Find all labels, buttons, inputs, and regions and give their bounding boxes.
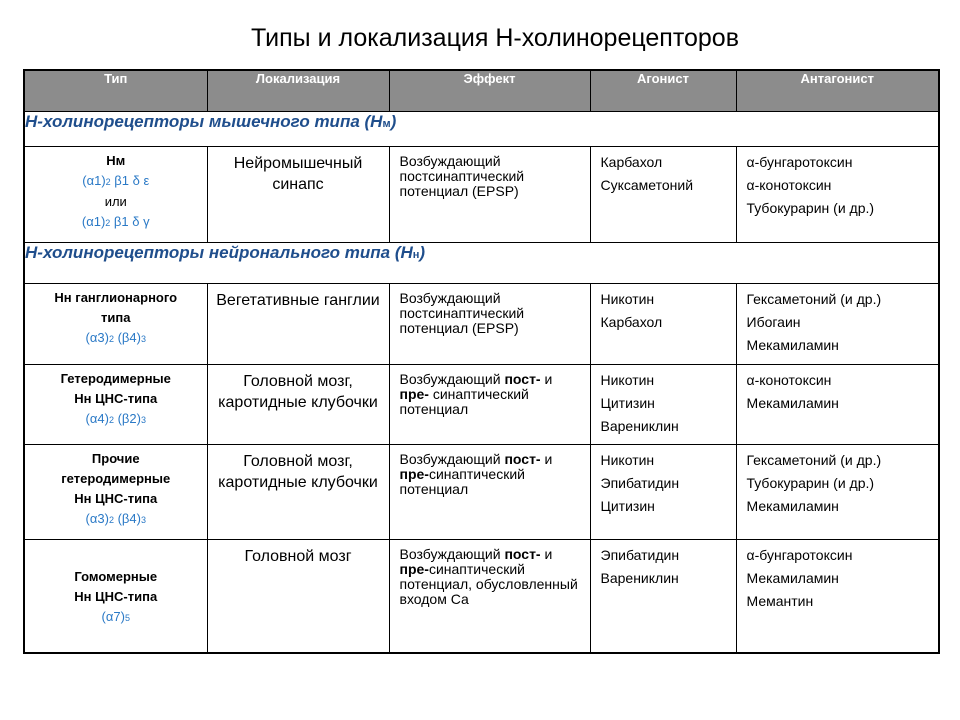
agonist-cell — [590, 445, 736, 540]
antagonist-cell — [736, 365, 939, 445]
section-neuronal-type — [24, 243, 939, 284]
agonist-item: Никотин — [600, 291, 655, 307]
antagonist-item: Гексаметоний (и др.) — [746, 452, 882, 468]
table-row — [24, 540, 939, 653]
agonist-cell — [590, 540, 736, 653]
agonist-item: Варениклин — [600, 418, 679, 434]
agonist-item: Цитизин — [600, 395, 655, 411]
antagonist-item: α-бунгаротоксин — [746, 547, 853, 563]
antagonist-item: Тубокурарин (и др.) — [746, 200, 875, 216]
type-name: типа — [101, 310, 131, 325]
agonist-item: Карбахол — [600, 314, 663, 330]
agonist-cell — [590, 284, 736, 365]
type-name: Нм — [106, 153, 126, 168]
type-cell — [24, 365, 207, 445]
agonist-item: Эпибатидин — [600, 475, 680, 491]
subunit-formula: (α1)2 β1 δ ε — [82, 173, 150, 188]
header-type: Тип — [24, 70, 207, 112]
effect-cell: Возбуждающий пост- и пре-синаптический потенциал, обусловленный входом Са — [389, 540, 590, 653]
agonist-item: Цитизин — [600, 498, 655, 514]
section-title: Н-холинорецепторы мышечного типа (Нм) — [24, 112, 939, 147]
localization-cell: Головной мозг, каротидные клубочки — [207, 365, 389, 445]
antagonist-item: Гексаметоний (и др.) — [746, 291, 882, 307]
localization-cell: Вегетативные ганглии — [207, 284, 389, 365]
localization-cell: Головной мозг — [207, 540, 389, 653]
agonist-item: Никотин — [600, 452, 655, 468]
or-text: или — [104, 194, 127, 209]
section-title: Н-холинорецепторы нейронального типа (Нн) — [24, 243, 939, 284]
antagonist-item: α-конотоксин — [746, 177, 832, 193]
subunit-formula: (α3)2 (β4)3 — [85, 330, 146, 345]
agonist-cell — [590, 365, 736, 445]
antagonist-item: Мекамиламин — [746, 395, 839, 411]
type-cell — [24, 284, 207, 365]
type-name: Гомомерные — [74, 569, 158, 585]
antagonist-cell — [736, 540, 939, 653]
table-row — [24, 365, 939, 445]
type-name: Гетеродимерные — [60, 371, 171, 386]
type-cell — [24, 445, 207, 540]
localization-cell: Головной мозг, каротидные клубочки — [207, 445, 389, 540]
page-title: Типы и локализация Н-холинорецепторов — [250, 24, 739, 52]
section-muscle-type — [24, 112, 939, 147]
antagonist-item: α-конотоксин — [746, 372, 832, 388]
type-name: Прочие — [91, 451, 140, 466]
effect-cell: Возбуждающий постсинаптический потенциал (EPSP) — [389, 284, 590, 365]
agonist-item: Суксаметоний — [600, 177, 694, 193]
header-effect: Эффект — [389, 70, 590, 112]
antagonist-item: Ибогаин — [746, 314, 801, 330]
header-antagonist: Антагонист — [736, 70, 939, 112]
table-row — [24, 284, 939, 365]
type-name: Нн ЦНС-типа — [74, 391, 158, 406]
type-name: Нн ЦНС-типа — [74, 589, 158, 605]
header-agonist: Агонист — [590, 70, 736, 112]
agonist-item: Эпибатидин — [600, 547, 680, 563]
antagonist-cell — [736, 284, 939, 365]
effect-cell: Возбуждающий постсинаптический потенциал (EPSP) — [389, 147, 590, 243]
table-header-row — [24, 70, 939, 112]
effect-cell: Возбуждающий пост- и пре-синаптический потенциал — [389, 445, 590, 540]
antagonist-item: α-бунгаротоксин — [746, 154, 853, 170]
antagonist-item: Мемантин — [746, 593, 814, 609]
type-name: гетеродимерные — [61, 471, 171, 486]
subunit-formula: (α7)5 — [101, 609, 130, 625]
agonist-item: Никотин — [600, 372, 655, 388]
antagonist-cell — [736, 147, 939, 243]
agonist-item: Варениклин — [600, 570, 679, 586]
agonist-cell — [590, 147, 736, 243]
type-name: Нн ганглионарного — [54, 290, 178, 305]
antagonist-item: Тубокурарин (и др.) — [746, 475, 875, 491]
antagonist-item: Мекамиламин — [746, 337, 839, 353]
subunit-formula: (α1)2 β1 δ γ — [81, 214, 150, 229]
table-row — [24, 445, 939, 540]
localization-cell: Нейромышечный синапс — [207, 147, 389, 243]
receptor-table — [23, 69, 940, 654]
type-cell — [24, 147, 207, 243]
table-row — [24, 147, 939, 243]
subunit-formula: (α3)2 (β4)3 — [85, 511, 146, 526]
antagonist-item: Мекамиламин — [746, 498, 839, 514]
antagonist-item: Мекамиламин — [746, 570, 839, 586]
subunit-formula: (α4)2 (β2)3 — [85, 411, 146, 426]
effect-cell: Возбуждающий пост- и пре- синаптический потенциал — [389, 365, 590, 445]
type-cell — [24, 540, 207, 653]
antagonist-cell — [736, 445, 939, 540]
agonist-item: Карбахол — [600, 154, 663, 170]
header-localization: Локализация — [207, 70, 389, 112]
type-name: Нн ЦНС-типа — [74, 491, 158, 506]
